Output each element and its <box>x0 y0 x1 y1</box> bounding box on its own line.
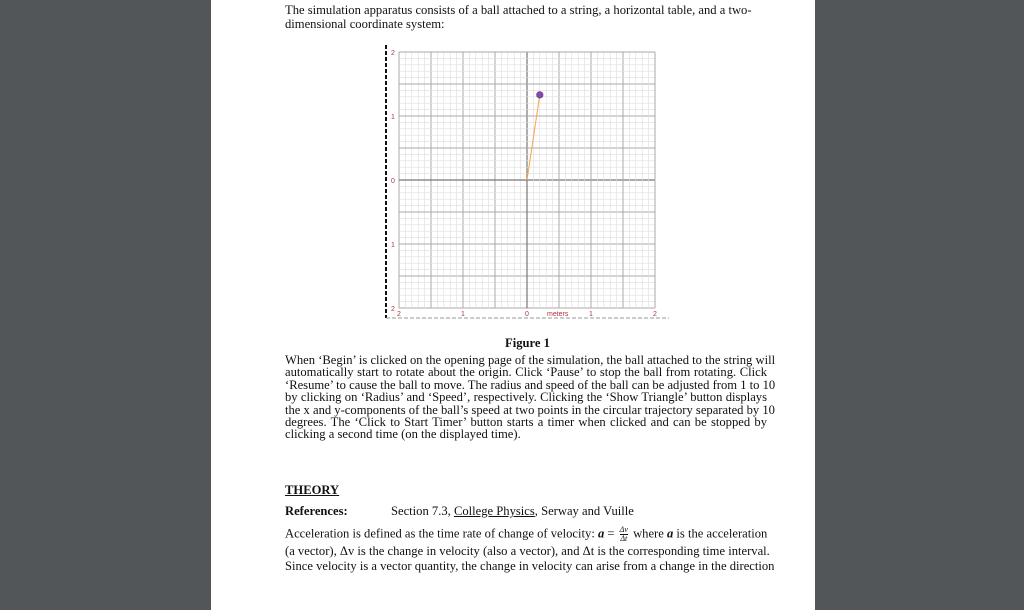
var-a: a <box>666 526 674 541</box>
ref-authors: , Serway and Vuille <box>534 504 634 518</box>
acceleration-line-2: (a vector), Δv is the change in velocity (also a vector), and Δt is the corresponding time interval. <box>285 544 770 558</box>
document-page <box>211 0 815 610</box>
text: Acceleration is defined as the time rate of change of velocity: <box>285 526 598 541</box>
x-tick-label: 2 <box>397 311 401 318</box>
references-label: References: <box>285 504 348 518</box>
y-tick-label: 2 <box>391 306 395 313</box>
text: = <box>604 526 618 541</box>
y-tick-label: 1 <box>391 114 395 121</box>
intro-line-1: The simulation apparatus consists of a ball attached to a string, a horizontal table, and a two- <box>285 3 752 17</box>
x-tick-label: 1 <box>461 311 465 318</box>
ref-book: College Physics <box>453 504 535 518</box>
paragraph-line: clicking a second time (on the displayed time). <box>285 427 521 442</box>
text: where <box>629 526 667 541</box>
frac-den: Δt <box>620 534 628 543</box>
x-axis-unit: meters <box>547 311 569 318</box>
frac-num: Δv <box>619 525 628 534</box>
ball <box>537 92 544 99</box>
x-tick-label: 1 <box>589 311 593 318</box>
x-tick-label: 2 <box>653 311 657 318</box>
x-tick-label: 0 <box>525 311 529 318</box>
ref-section: Section 7.3, <box>391 504 454 518</box>
figure-caption: Figure 1 <box>505 336 550 350</box>
references-line <box>285 504 634 518</box>
paragraph-line: automatically start to rotate about the origin. Click ‘Pause’ to stop the ball from rotating. Click <box>285 365 767 380</box>
y-tick-label: 1 <box>391 242 395 249</box>
paragraph-line: ‘Resume’ to cause the ball to move. The radius and speed of the ball can be adjusted from 1 to 10 <box>285 377 776 392</box>
y-tick-label: 2 <box>391 50 395 57</box>
paragraph-line: When ‘Begin’ is clicked on the opening page of the simulation, the ball attached to the string will <box>285 353 776 367</box>
paragraph-line: by clicking on ‘Radius’ and ‘Speed’, respectively. Clicking the ‘Show Triangle’ button displays <box>285 390 767 405</box>
var-a: a <box>597 526 605 541</box>
acceleration-line-1 <box>285 526 767 543</box>
theory-heading: THEORY <box>285 483 340 497</box>
fraction <box>620 526 628 543</box>
y-tick-label: 0 <box>391 178 395 185</box>
paragraph-line: the x and y-components of the ball’s speed at two points in the circular trajectory separated by 10 <box>285 402 775 417</box>
text: is the acceleration <box>673 526 768 541</box>
intro-line-2: dimensional coordinate system: <box>285 17 445 31</box>
coordinate-figure <box>371 40 681 330</box>
acceleration-line-3: Since velocity is a vector quantity, the change in velocity can arise from a change in the direction <box>285 559 775 573</box>
paragraph-line: degrees. The ‘Click to Start Timer’ button starts a timer when clicked and can be stopped by <box>285 415 767 429</box>
